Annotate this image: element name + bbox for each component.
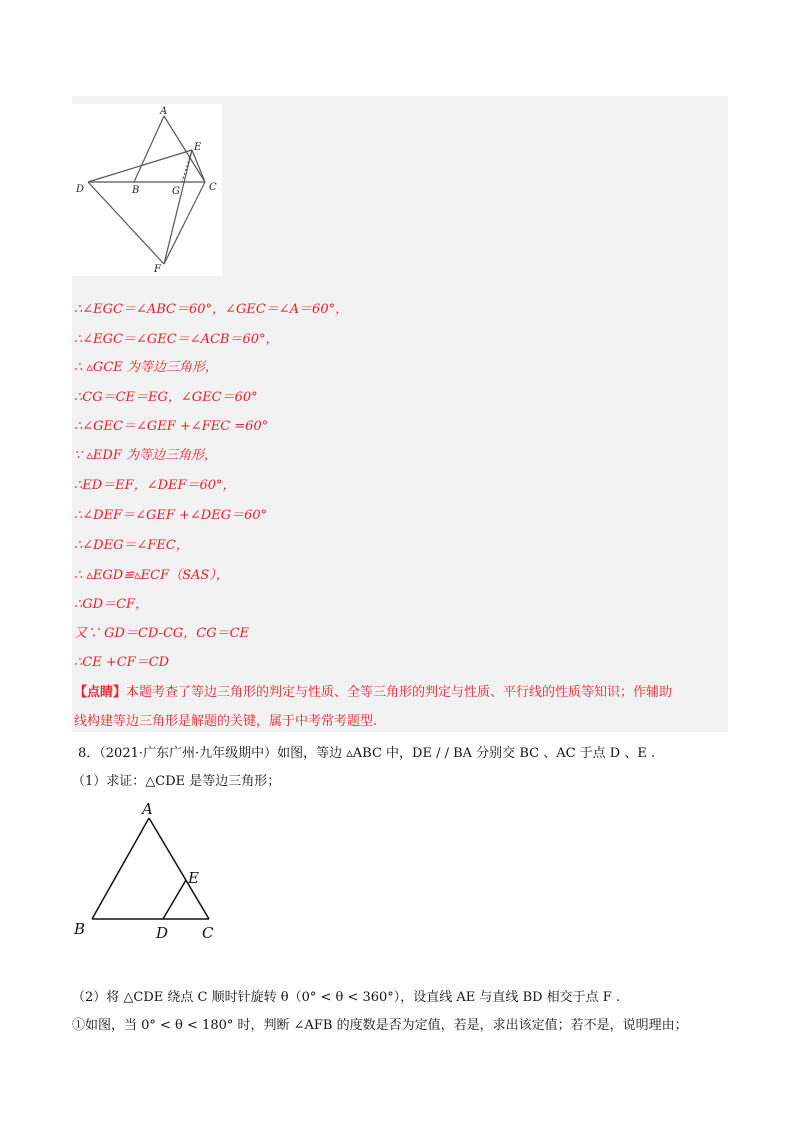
question-8: 8．（2021·广东广州·九年级期中）如图，等边 ▵ABC 中，DE / / BA 分别交 BC 、AC 于点 D 、E . [78,746,656,761]
question-figure [72,796,232,946]
comment-text-1: 本题考查了等边三角形的判定与性质、全等三角形的判定与性质、平行线的性质等知识；作辅助 [126,685,673,700]
line-ec [192,150,205,182]
comment-line-1 [74,681,672,700]
line-ac [149,818,209,919]
solution-line: ∴∠DEF＝∠GEF +∠DEG＝60° [74,508,268,523]
label-c: C [202,924,214,942]
solution-line: 又∵ GD＝CD-CG，CG＝CE [74,626,250,641]
label-b: B [132,185,140,196]
solution-figure [72,104,222,276]
solution-line: ∴∠EGC＝∠GEC＝∠ACB＝60°， [74,332,279,347]
line-fe [164,150,192,264]
solution-line: ∴ ▵GCE 为等边三角形， [74,360,218,375]
solution-figure-svg [72,104,222,276]
line-de [163,880,186,919]
solution-line: ∴GD＝CF， [74,597,149,612]
solution-line: ∴CE +CF＝CD [74,655,170,670]
solution-line: ∴ED＝EF，∠DEF＝60°， [74,478,236,493]
label-e: E [194,142,202,153]
label-d: D [156,924,169,942]
label-b: B [74,920,86,938]
solution-line: ∴CG＝CE＝EG，∠GEC＝60° [74,390,258,405]
question-part-1: （1）求证：△CDE 是等边三角形； [72,774,281,789]
label-g: G [172,186,180,197]
label-a: A [160,106,168,117]
solution-line: ∴ ▵EGD≌▵ECF（SAS）， [74,568,229,583]
line-eg-dashed [182,150,192,182]
solution-line: ∴∠EGC＝∠ABC＝60°，∠GEC＝∠A＝60°， [74,302,349,317]
question-part-2: （2）将 △CDE 绕点 C 顺时针旋转 θ（0° < θ < 360°），设直线 AE 与直线 BD 相交于点 F . [72,990,621,1005]
label-c: C [209,182,217,193]
question-part-2-1: ①如图，当 0° < θ < 180° 时，判断 ∠AFB 的度数是否为定值，若是，求出该定值；若不是，说明理由； [72,1018,688,1033]
line-df [88,182,164,264]
label-e: E [188,869,199,887]
line-fc [164,182,205,264]
comment-text-2: 线构建等边三角形是解题的关键，属于中考常考题型. [74,714,378,729]
label-a: A [142,800,153,818]
label-f: F [154,264,161,275]
solution-line: ∵ ▵EDF 为等边三角形， [74,448,217,463]
label-d: D [76,184,85,195]
line-ba [134,116,164,182]
line-ba [92,818,149,919]
solution-line: ∴∠DEG＝∠FEC， [74,538,189,553]
solution-line: ∴∠GEC＝∠GEF +∠FEC =60° [74,419,269,434]
line-de [88,150,192,182]
comment-tag: 【点睛】 [74,685,127,700]
question-figure-svg [72,796,232,946]
